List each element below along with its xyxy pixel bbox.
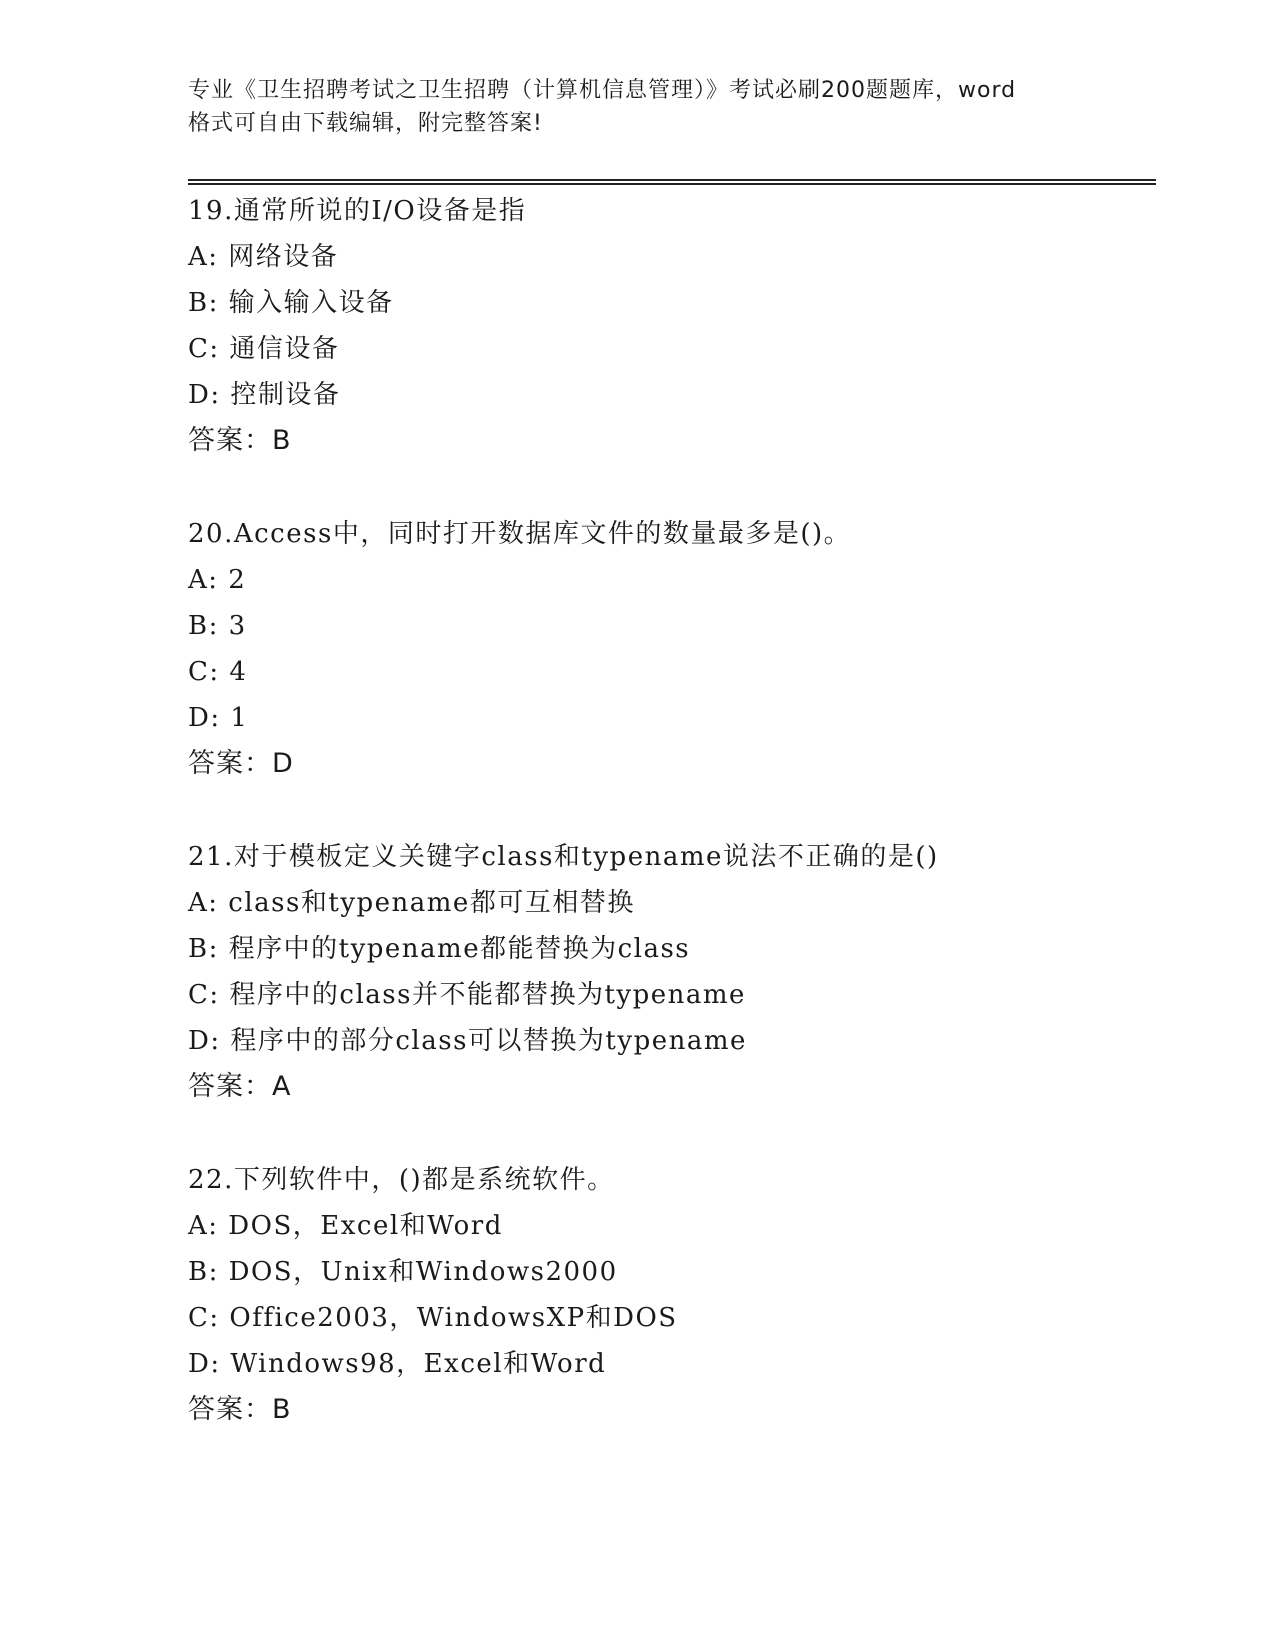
header-line-1: 专业《卫生招聘考试之卫生招聘（计算机信息管理）》考试必刷200题题库，word	[188, 78, 1017, 103]
answer-label: 答案：B	[188, 425, 292, 456]
question-22	[188, 1157, 1168, 1433]
question-19	[188, 188, 1168, 464]
answer-label: 答案：D	[188, 748, 294, 779]
option-c: C: Office2003，WindowsXP和DOS	[188, 1303, 678, 1333]
document-header	[188, 74, 1088, 140]
option-b: B: DOS，Unix和Windows2000	[188, 1257, 618, 1287]
header-line-2: 格式可自由下载编辑，附完整答案!	[188, 111, 543, 136]
question-21	[188, 834, 1168, 1110]
answer-label: 答案：B	[188, 1394, 292, 1425]
question-list	[188, 188, 1168, 1480]
option-d: D: 1	[188, 703, 249, 733]
question-stem: 21.对于模板定义关键字class和typename说法不正确的是()	[188, 842, 939, 872]
option-a: A: class和typename都可互相替换	[188, 888, 635, 918]
question-stem: 20.Access中，同时打开数据库文件的数量最多是()。	[188, 519, 852, 549]
question-stem: 22.下列软件中，()都是系统软件。	[188, 1165, 615, 1195]
answer-label: 答案：A	[188, 1071, 292, 1102]
option-d: D: 程序中的部分class可以替换为typename	[188, 1026, 747, 1056]
option-d: D: Windows98，Excel和Word	[188, 1349, 607, 1379]
option-b: B: 输入输入设备	[188, 288, 394, 318]
header-divider-bottom	[188, 183, 1156, 185]
option-c: C: 程序中的class并不能都替换为typename	[188, 980, 746, 1010]
option-c: C: 4	[188, 657, 248, 687]
option-a: A: DOS，Excel和Word	[188, 1211, 503, 1241]
question-20	[188, 511, 1168, 787]
option-b: B: 3	[188, 611, 247, 641]
option-a: A: 网络设备	[188, 242, 339, 272]
option-b: B: 程序中的typename都能替换为class	[188, 934, 691, 964]
option-c: C: 通信设备	[188, 334, 340, 364]
question-stem: 19.通常所说的I/O设备是指	[188, 196, 527, 226]
option-a: A: 2	[188, 565, 247, 595]
header-divider-top	[188, 179, 1156, 181]
option-d: D: 控制设备	[188, 380, 341, 410]
